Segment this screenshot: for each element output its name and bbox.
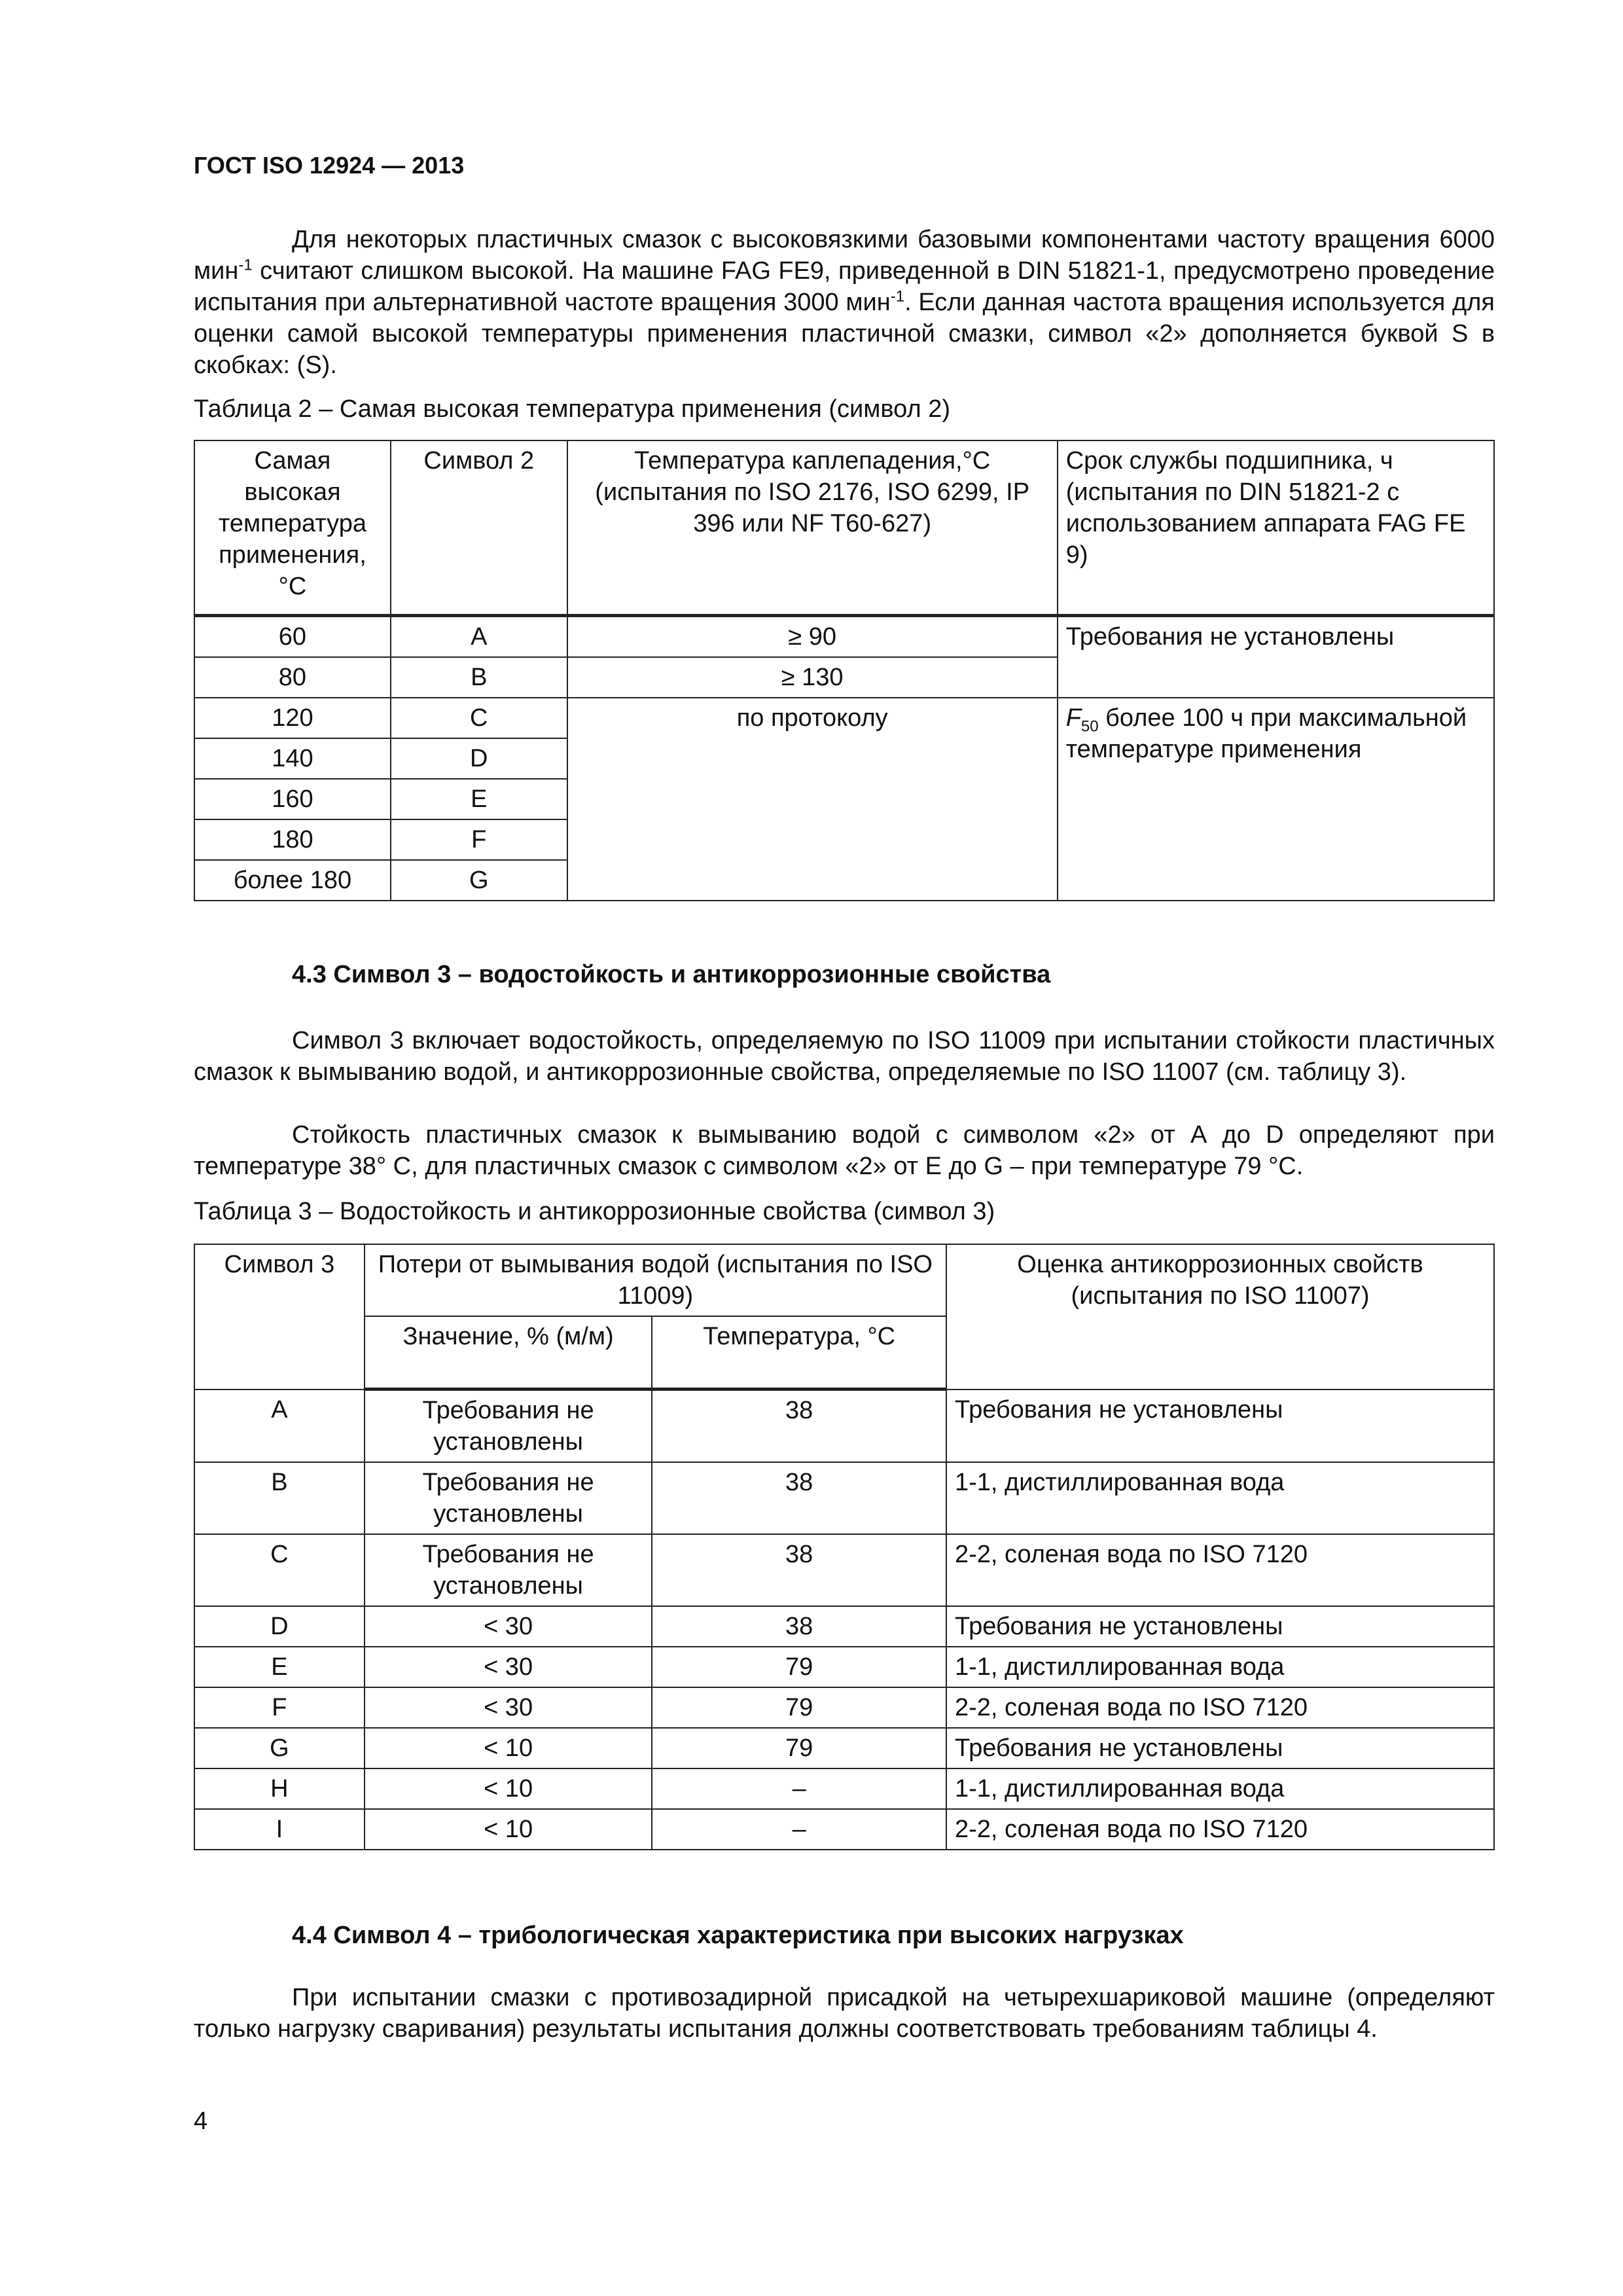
paragraph-text: считают слишком высокой. На машине FAG FE9, приведенной в DIN 51821-1, предусмотрено проведение испытания при альтернативной частоте вращения 3000 мин — [194, 257, 1495, 316]
cell: Требования не установлены — [946, 1606, 1494, 1647]
header-cell: Символ 3 — [194, 1244, 365, 1390]
table-2 — [194, 440, 1495, 901]
cell: F — [391, 819, 567, 860]
section-4-3-title: 4.3 Символ 3 – водостойкость и антикоррозионные свойства — [292, 961, 1051, 988]
cell: 1-1, дистиллированная вода — [946, 1462, 1494, 1534]
cell: Требования не установлены — [365, 1534, 652, 1606]
cell: 79 — [652, 1728, 946, 1768]
cell: 1-1, дистиллированная вода — [946, 1768, 1494, 1809]
cell: B — [391, 657, 567, 698]
cell: ≥ 130 — [567, 657, 1058, 698]
header-cell: Срок службы подшипника, ч (испытания по DIN 51821-2 с использованием аппарата FAG FE 9) — [1058, 440, 1494, 616]
cell: 2-2, соленая вода по ISO 7120 — [946, 1534, 1494, 1606]
cell: 60 — [194, 616, 391, 658]
cell: более 180 — [194, 860, 391, 901]
table3-caption: Таблица 3 – Водостойкость и антикоррозионные свойства (символ 3) — [194, 1198, 995, 1225]
cell: по протоколу — [567, 698, 1058, 901]
paragraph-text: При испытании смазки с противозадирной присадкой на четырехшариковой машине (определяют только нагрузку сваривания) результаты испытания должны соответствовать требованиям таблицы 4. — [194, 1984, 1495, 2043]
cell: 79 — [652, 1647, 946, 1687]
cell: 38 — [652, 1390, 946, 1463]
cell: 2-2, соленая вода по ISO 7120 — [946, 1809, 1494, 1850]
cell: 38 — [652, 1534, 946, 1606]
table-row — [194, 1809, 1494, 1850]
cell: D — [194, 1606, 365, 1647]
cell: < 30 — [365, 1647, 652, 1687]
cell: F — [194, 1687, 365, 1728]
cell: – — [652, 1768, 946, 1809]
paragraph-sec44-1 — [194, 1982, 1495, 2045]
cell: Требования не установлены — [946, 1390, 1494, 1463]
table-row — [194, 616, 1494, 658]
cell: E — [391, 779, 567, 819]
header-cell: Оценка антикоррозионных свойств (испытания по ISO 11007) — [946, 1244, 1494, 1390]
paragraph-sec43-2 — [194, 1119, 1495, 1182]
table-row — [194, 1390, 1494, 1463]
document-header: ГОСТ ISO 12924 — 2013 — [194, 152, 465, 179]
header-cell: Символ 2 — [391, 440, 567, 616]
cell: Требования не установлены — [365, 1390, 652, 1463]
page-number: 4 — [194, 2108, 208, 2135]
table-row — [194, 1687, 1494, 1728]
cell: 120 — [194, 698, 391, 738]
cell: C — [194, 1534, 365, 1606]
cell: I — [194, 1809, 365, 1850]
table-header-row — [194, 440, 1494, 616]
table-row — [194, 1728, 1494, 1768]
cell: 80 — [194, 657, 391, 698]
table-row — [194, 1768, 1494, 1809]
header-cell: Значение, % (м/м) — [365, 1316, 652, 1390]
cell: < 10 — [365, 1809, 652, 1850]
subscript: 50 — [1080, 717, 1099, 736]
table-3 — [194, 1244, 1495, 1850]
cell: 140 — [194, 738, 391, 779]
cell: 180 — [194, 819, 391, 860]
table-row — [194, 1462, 1494, 1534]
paragraph-text: Символ 3 включает водостойкость, определяемую по ISO 11009 при испытании стойкости пластичных смазок к вымыванию водой, и антикоррозионные свойства, определяемые по ISO 11007 (см. таблицу 3). — [194, 1027, 1495, 1086]
table-row — [194, 1534, 1494, 1606]
cell: C — [391, 698, 567, 738]
cell-text: более 100 ч при максимальной температуре применения — [1065, 704, 1467, 763]
paragraph-text: . Если данная частота вращения используется для оценки самой высокой температуры применения пластичной смазки, символ «2» дополняется буквой S в скобках: (S). — [194, 289, 1495, 379]
cell: D — [391, 738, 567, 779]
cell: – — [652, 1809, 946, 1850]
paragraph-sec43-1 — [194, 1025, 1495, 1088]
cell: E — [194, 1647, 365, 1687]
cell: 38 — [652, 1606, 946, 1647]
section-4-4-title: 4.4 Символ 4 – трибологическая характеристика при высоких нагрузках — [292, 1922, 1184, 1949]
cell: ≥ 90 — [567, 616, 1058, 658]
superscript: -1 — [238, 256, 253, 274]
cell: < 30 — [365, 1687, 652, 1728]
cell: 2-2, соленая вода по ISO 7120 — [946, 1687, 1494, 1728]
cell: B — [194, 1462, 365, 1534]
paragraph-text: Для некоторых пластичных смазок с высоковязкими базовыми компонентами частоту вращения 6000 мин — [194, 226, 1495, 285]
header-cell: Температура, °С — [652, 1316, 946, 1390]
cell: 1-1, дистиллированная вода — [946, 1647, 1494, 1687]
header-cell: Температура каплепадения,°С (испытания по ISO 2176, ISO 6299, IP 396 или NF T60-627) — [567, 440, 1058, 616]
paragraph-text: Стойкость пластичных смазок к вымыванию водой с символом «2» от А до D определяют при температуре 38° С, для пластичных смазок с символом «2» от Е до G – при температуре 79 °С. — [194, 1121, 1495, 1180]
cell: A — [391, 616, 567, 658]
cell: < 10 — [365, 1728, 652, 1768]
cell — [1058, 698, 1494, 901]
cell: 160 — [194, 779, 391, 819]
cell: Требования не установлены — [365, 1462, 652, 1534]
cell: < 10 — [365, 1768, 652, 1809]
cell: Требования не установлены — [1058, 616, 1494, 698]
cell: 79 — [652, 1687, 946, 1728]
cell: G — [391, 860, 567, 901]
header-cell: Самая высокая температура применения, °С — [194, 440, 391, 616]
cell: G — [194, 1728, 365, 1768]
cell: H — [194, 1768, 365, 1809]
cell: Требования не установлены — [946, 1728, 1494, 1768]
table-row — [194, 1647, 1494, 1687]
cell: < 30 — [365, 1606, 652, 1647]
cell: 38 — [652, 1462, 946, 1534]
superscript: -1 — [890, 287, 905, 306]
f50-symbol: F — [1065, 704, 1081, 732]
header-cell: Потери от вымывания водой (испытания по ISO 11009) — [365, 1244, 946, 1316]
paragraph-frequency — [194, 224, 1495, 381]
table-header-row — [194, 1244, 1494, 1316]
table2-caption: Таблица 2 – Самая высокая температура применения (символ 2) — [194, 395, 950, 423]
cell: A — [194, 1390, 365, 1463]
table-row — [194, 698, 1494, 738]
table-row — [194, 1606, 1494, 1647]
